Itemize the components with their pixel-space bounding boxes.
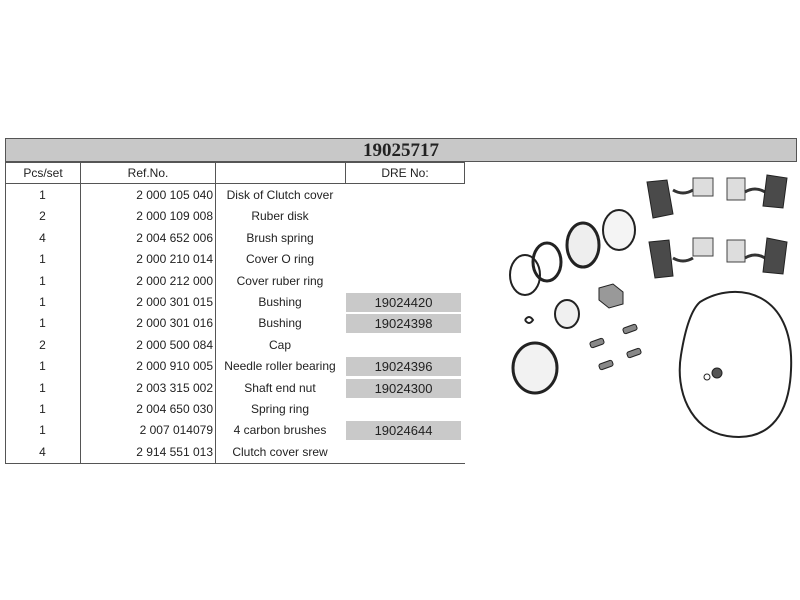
rubber-disk	[513, 343, 557, 393]
table-row	[5, 442, 465, 463]
table-row	[5, 399, 465, 420]
pcs-cell: 1	[39, 188, 46, 202]
description-cell: Needle roller bearing	[224, 359, 336, 374]
ref-no-cell: 2 000 301 015	[136, 294, 213, 309]
bearing-ring	[603, 210, 635, 250]
clutch-cover-o-ring	[680, 292, 791, 437]
description-cell: Spring ring	[250, 401, 310, 416]
pcs-cell: 1	[39, 294, 46, 309]
table-row	[5, 313, 465, 334]
description-cell: Clutch cover srew	[232, 444, 328, 459]
ref-no-cell: 2 914 551 013	[136, 444, 213, 459]
description-cell: Cap	[268, 337, 291, 352]
pcs-cell: 1	[39, 316, 46, 331]
table-row	[5, 228, 465, 249]
header-dre-no: DRE No:	[345, 162, 465, 184]
pcs-cell: 1	[39, 401, 46, 416]
bushing-part	[555, 300, 579, 328]
ref-no-cell: 2 004 652 006	[136, 230, 213, 245]
shaft-nut	[599, 284, 623, 308]
description-cell: Brush spring	[246, 230, 314, 245]
header-description	[215, 162, 346, 184]
kit-number-title: 19025717	[5, 138, 797, 162]
table-row	[5, 420, 465, 441]
needle-bearing	[567, 223, 599, 267]
table-row	[5, 249, 465, 270]
carbon-brush-top-right	[727, 175, 787, 208]
description-cell: Disk of Clutch cover	[226, 188, 334, 202]
table-row	[5, 185, 465, 206]
pcs-cell: 4	[39, 230, 46, 245]
pcs-cell: 2	[39, 209, 46, 224]
description-cell: Bushing	[258, 294, 302, 309]
ref-no-cell: 2 007 014079	[139, 423, 213, 438]
dre-no-cell: 19024396	[346, 357, 461, 376]
ref-no-cell: 2 003 315 002	[136, 380, 213, 395]
ref-no-cell: 2 000 500 084	[136, 337, 213, 352]
description-cell: Ruber disk	[251, 209, 309, 224]
ref-no-cell: 2 000 109 008	[136, 209, 213, 224]
cover-washer	[712, 368, 722, 378]
cover-washer-small	[704, 374, 710, 380]
dre-no-cell: 19024644	[346, 421, 461, 440]
pcs-cell: 1	[39, 423, 46, 438]
header-pcs-per-set: Pcs/set	[5, 162, 81, 184]
pcs-cell: 4	[39, 444, 46, 459]
parts-illustration	[495, 170, 795, 440]
carbon-brush-bottom-right	[727, 238, 787, 274]
spring-ring-part	[525, 317, 533, 323]
dre-no-cell: 19024398	[346, 314, 461, 333]
dre-no-cell: 19024300	[346, 379, 461, 398]
ref-no-cell: 2 004 650 030	[136, 401, 213, 416]
table-row	[5, 292, 465, 313]
pcs-cell: 1	[39, 380, 46, 395]
table-row	[5, 335, 465, 356]
description-cell: Shaft end nut	[244, 380, 316, 395]
ref-no-cell: 2 000 910 005	[136, 359, 213, 374]
pcs-cell: 1	[39, 273, 46, 288]
table-row	[5, 378, 465, 399]
ref-no-cell: 2 000 212 000	[136, 273, 213, 288]
table-bottom-rule	[5, 463, 465, 464]
carbon-brush-bottom-left	[649, 238, 713, 278]
description-cell: 4 carbon brushes	[233, 423, 327, 438]
description-cell: Cover O ring	[245, 252, 315, 267]
description-cell: Bushing	[258, 316, 302, 331]
table-row	[5, 206, 465, 227]
table-row	[5, 356, 465, 377]
parts-table-body	[5, 185, 465, 463]
header-ref-no: Ref.No.	[80, 162, 216, 184]
table-row	[5, 271, 465, 292]
ref-no-cell: 2 000 301 016	[136, 316, 213, 331]
carbon-brush-top-left	[647, 178, 713, 218]
ref-no-cell: 2 000 210 014	[136, 252, 213, 267]
ref-no-cell: 2 000 105 040	[136, 188, 213, 202]
dre-no-cell: 19024420	[346, 293, 461, 312]
screws	[589, 324, 641, 370]
description-cell: Cover ruber ring	[236, 273, 324, 288]
pcs-cell: 2	[39, 337, 46, 352]
pcs-cell: 1	[39, 359, 46, 374]
pcs-cell: 1	[39, 252, 46, 267]
